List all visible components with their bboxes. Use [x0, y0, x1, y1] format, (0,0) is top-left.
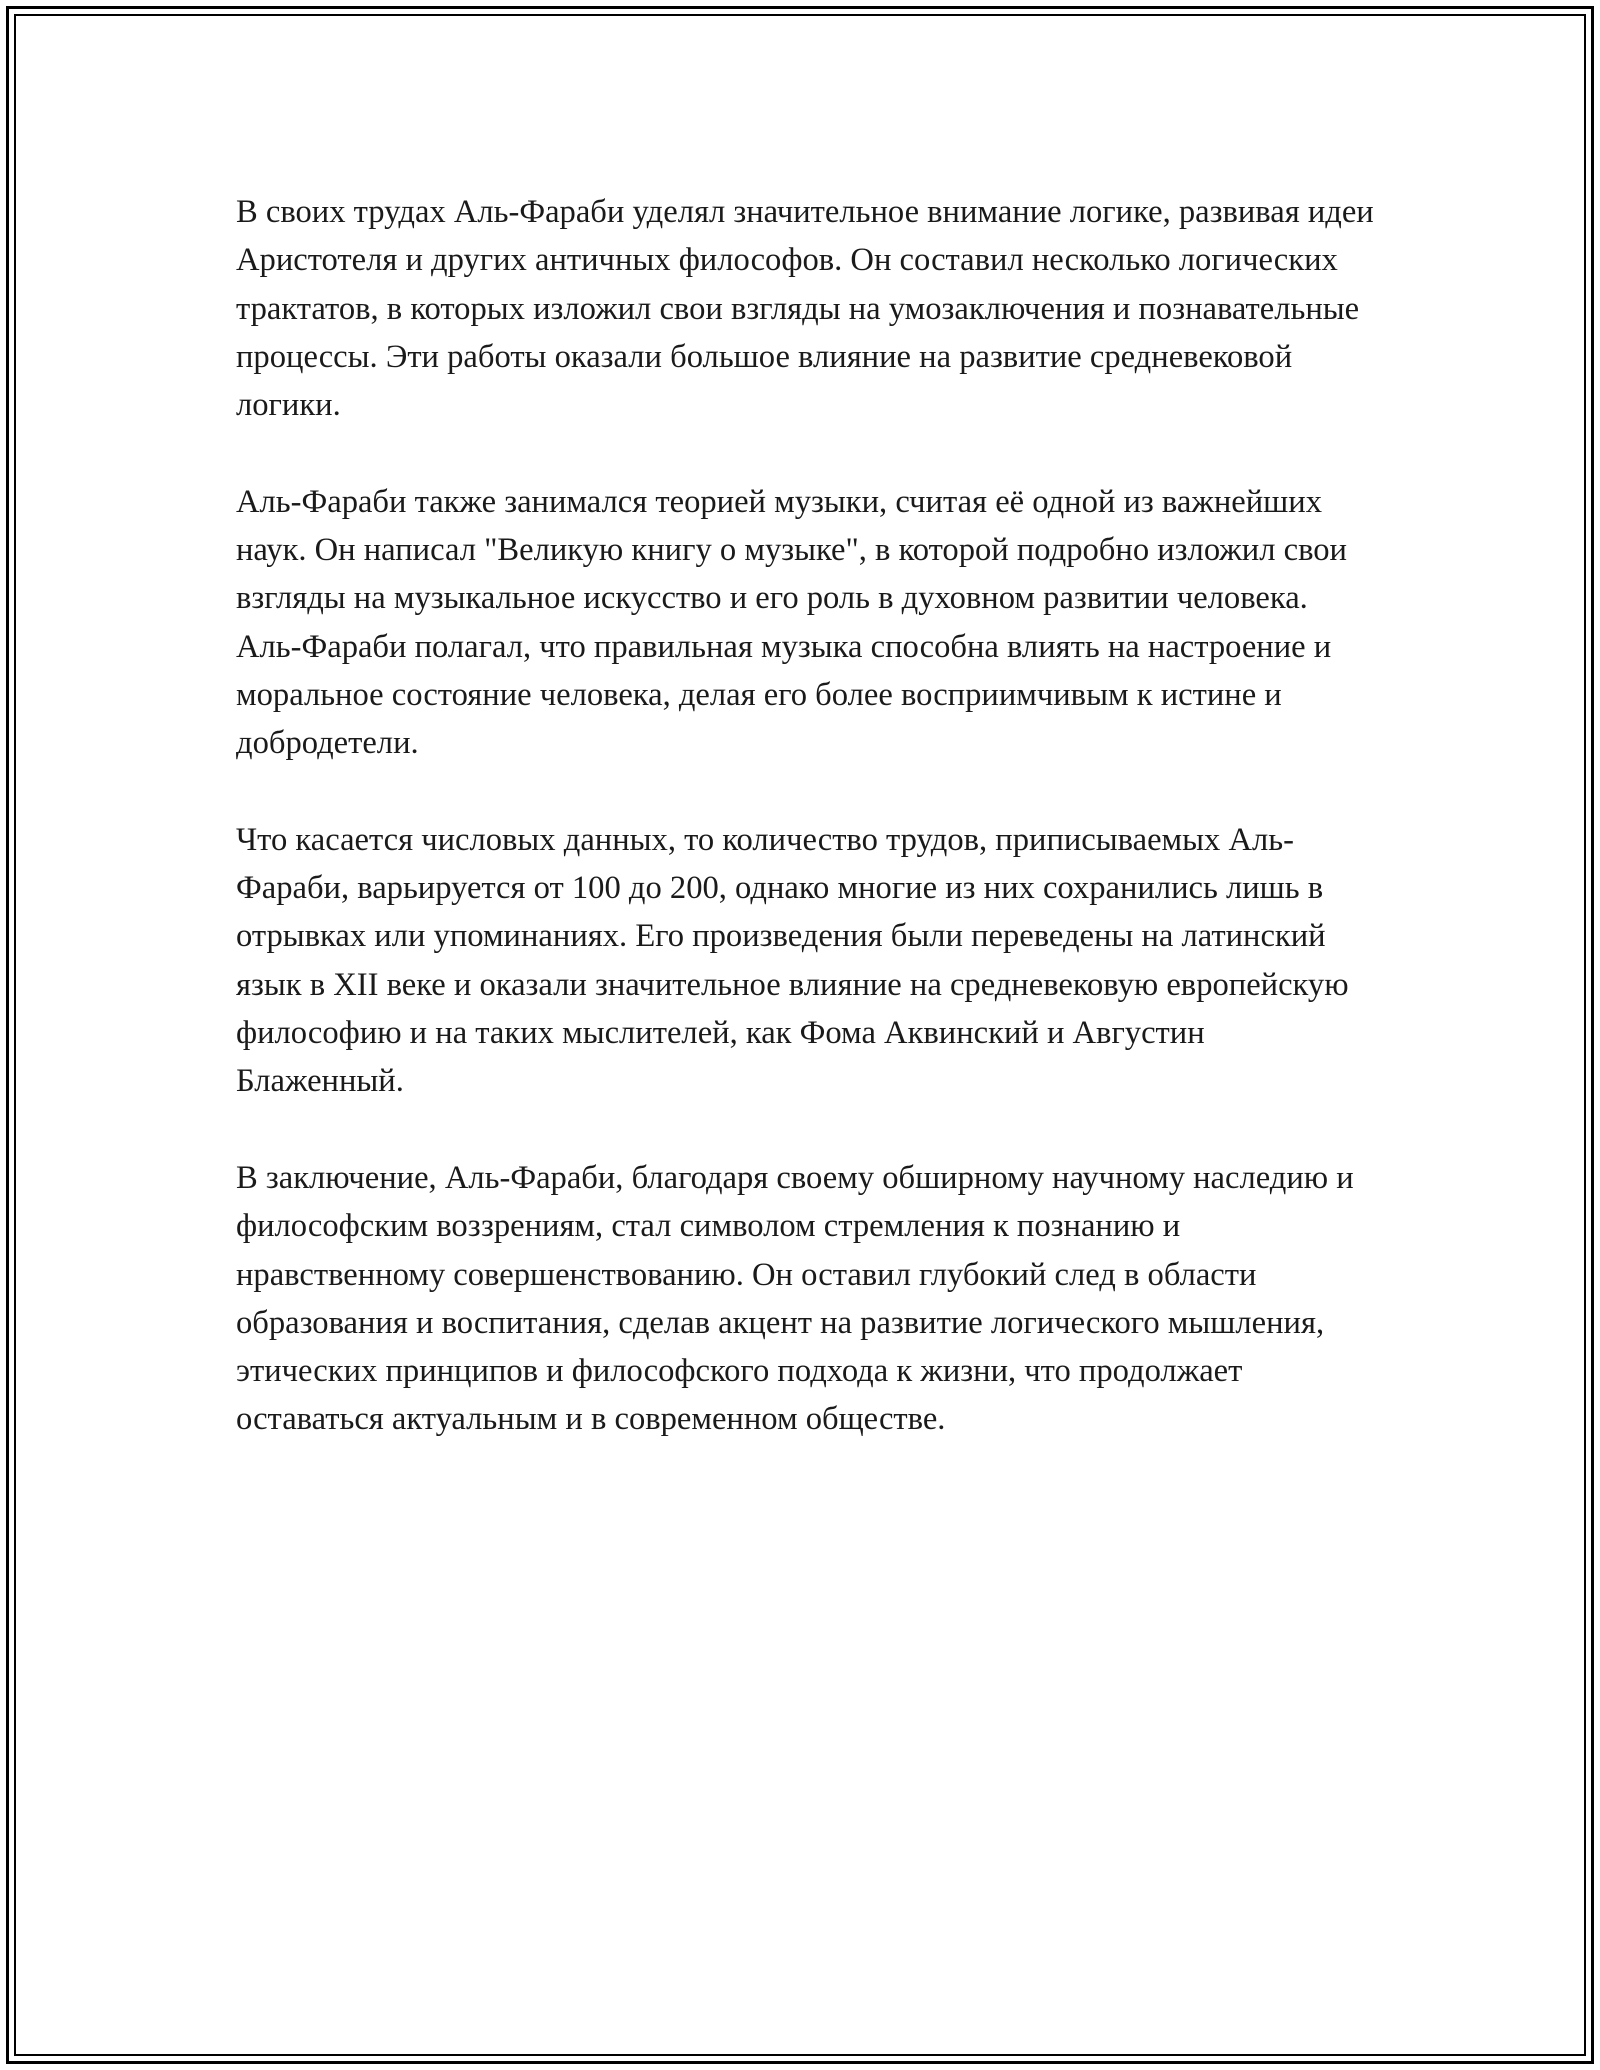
document-body [236, 188, 1376, 1492]
paragraph-conclusion: В заключение, Аль-Фараби, благодаря своему обширному научному наследию и философским воззрениям, стал символом стремления к познанию и нравственному совершенствованию. Он оставил глубокий след в области образования и воспитания, сделав акцент на развитие логического мышления, этических принципов и философского подхода к жизни, что продолжает оставаться актуальным и в современном обществе. [236, 1159, 1354, 1438]
paragraph-logic: В своих трудах Аль-Фараби уделял значительное внимание логике, развивая идеи Аристотеля и других античных философов. Он составил несколько логических трактатов, в которых изложил свои взгляды на умозаключения и познавательные процессы. Эти работы оказали большое влияние на развитие средневековой логики. [236, 194, 1374, 424]
paragraph-works: Что касается числовых данных, то количество трудов, приписываемых Аль-Фараби, варьируется от 100 до 200, однако многие из них сохранились лишь в отрывках или упоминаниях. Его произведения были переведены на латинский язык в XII веке и оказали значительное влияние на средневековую европейскую философию и на таких мыслителей, как Фома Аквинский и Августин Блаженный. [236, 821, 1349, 1100]
paragraph-music: Аль-Фараби также занимался теорией музыки, считая её одной из важнейших наук. Он написал "Великую книгу о музыке", в которой подробно изложил свои взгляды на музыкальное искусство и его роль в духовном развитии человека. Аль-Фараби полагал, что правильная музыка способна влиять на настроение и моральное состояние человека, делая его более восприимчивым к истине и добродетели. [236, 483, 1347, 762]
